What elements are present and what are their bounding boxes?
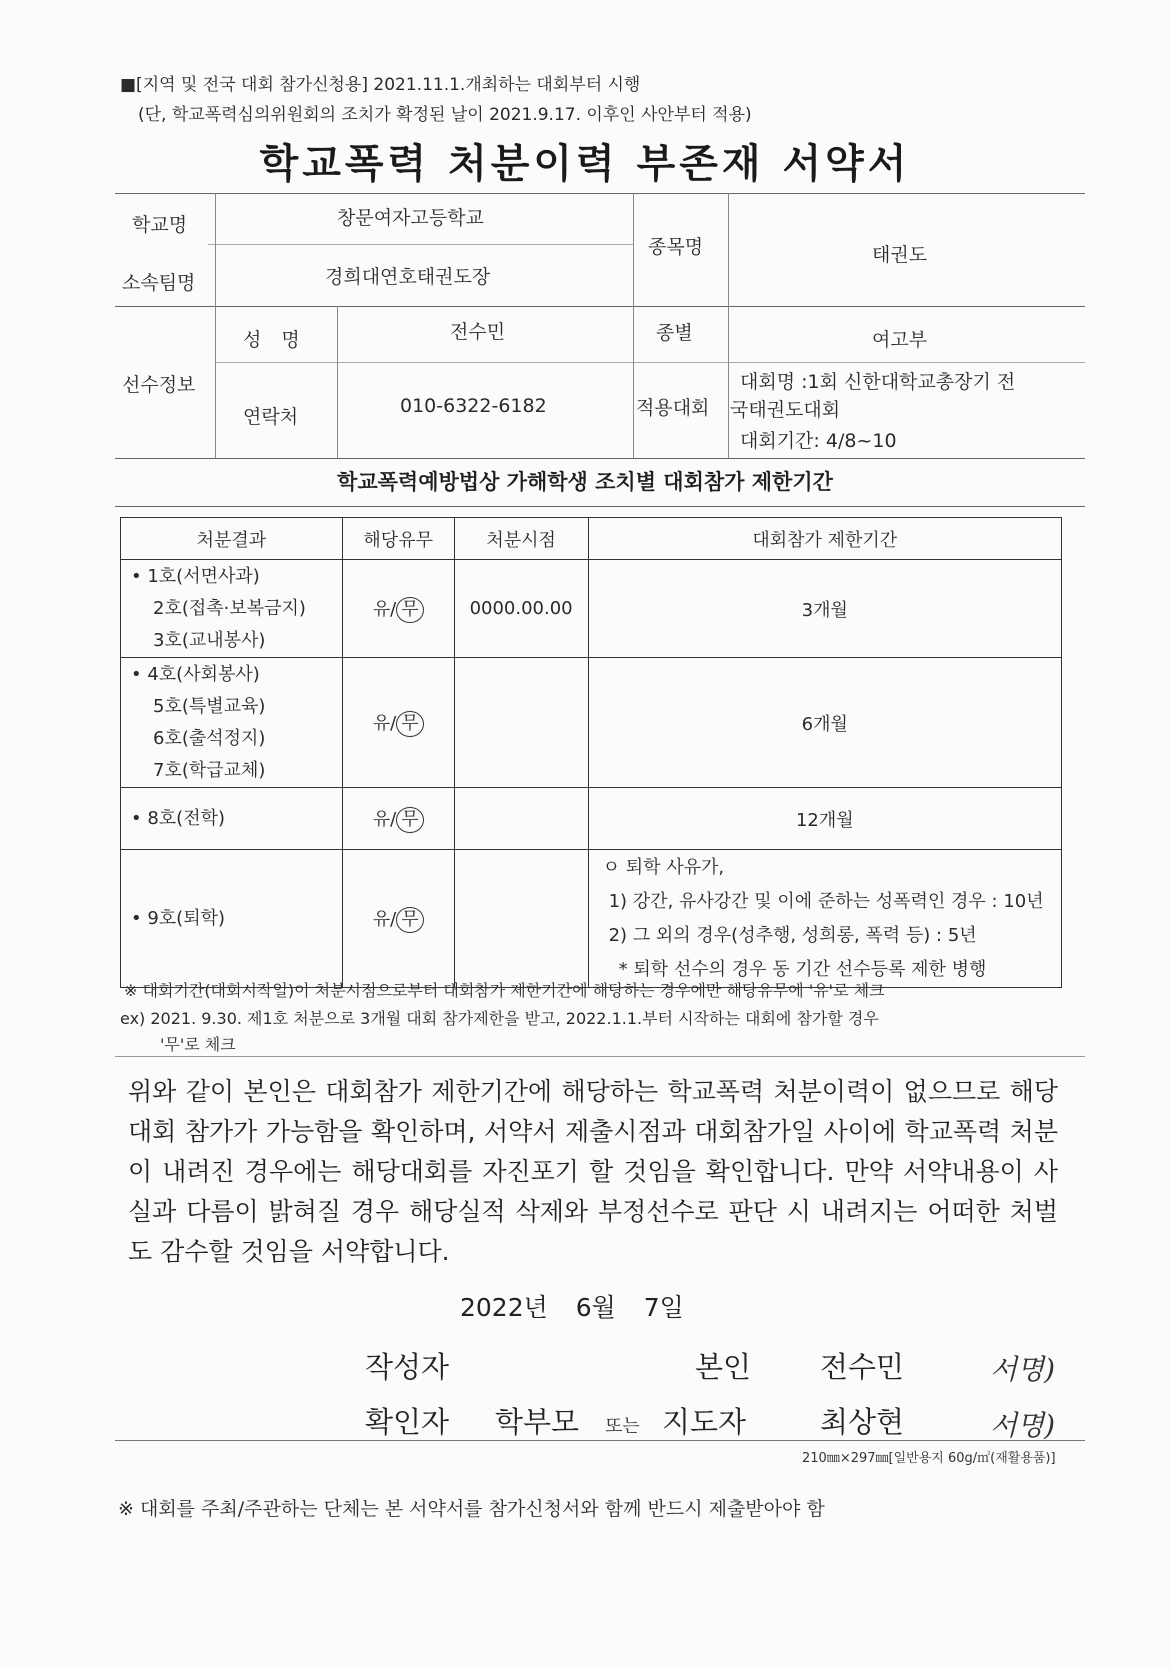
check-yes: 유/ [372, 908, 397, 930]
table-row [121, 658, 1062, 788]
result-item: • 9호(퇴학) [131, 907, 225, 929]
check-no-circled: 무 [396, 807, 423, 833]
notice-line-2: (단, 학교폭력심의위원회의 조치가 확정된 날이 2021.9.17. 이후인 사안부터 적용) [138, 105, 752, 125]
time-cell [454, 788, 588, 850]
result-cell [121, 788, 343, 850]
applied-line-2: 국태권도대회 [730, 399, 841, 421]
result-cell [121, 560, 343, 658]
info-inner-line [208, 244, 633, 245]
writer-role: 본인 [695, 1350, 752, 1384]
pledge-text: 위와 같이 본인은 대회참가 제한기간에 해당하는 학교폭력 처분이력이 없으므로 해당 대회 참가가 가능함을 확인하며, 서약서 제출시점과 대회참가일 사이에 학교폭력 처분이 내려진 경우에는 해당대회를 자진포기 할 것임을 확인합니다. 만약 서약내용이 사실과 다름이 밝혀질 경우 해당실적 삭제와 부정선수로 판단 시 내려지는 어떠한 처벌도 감수할 것임을 서약합니다. [128, 1077, 1058, 1266]
document-title: 학교폭력 처분이력 부존재 서약서 [259, 141, 911, 187]
team-value: 경희대연호태권도장 [325, 266, 491, 288]
note-1: ※ 대회기간(대회시작일)이 처분시점으로부터 대회참가 제한기간에 해당하는 경우에만 해당유무에 '유'로 체크 [124, 981, 885, 1000]
applied-line-3: 대회기간: 4/8~10 [740, 430, 897, 452]
confirm-or: 또는 [605, 1416, 640, 1437]
result-item: 6호(출석정지) [153, 727, 266, 749]
contact-label: 연락처 [243, 406, 299, 428]
info-divider [115, 306, 1085, 307]
restriction-table [120, 517, 1062, 988]
period-cell: 12개월 [588, 788, 1061, 850]
info-vline-2 [337, 306, 338, 458]
result-item: • 4호(사회봉사) [131, 663, 260, 685]
info-vline-3 [633, 193, 634, 458]
check-yes: 유/ [372, 808, 397, 830]
result-item: • 1호(서면사과) [131, 565, 260, 587]
result-item: 7호(학급교체) [153, 759, 266, 781]
name-value: 전수민 [450, 321, 506, 343]
check-cell [342, 850, 454, 988]
subtitle-underline [115, 506, 1085, 507]
period-cell: 3개월 [588, 560, 1061, 658]
result-item: • 8호(전학) [131, 807, 225, 829]
gender-value: 여고부 [872, 329, 928, 351]
writer-name: 전수민 [820, 1350, 905, 1384]
expulsion-line: * 퇴학 선수의 경우 동 기간 선수등록 제한 병행 [618, 958, 987, 980]
check-no-circled: 무 [396, 597, 423, 623]
gender-label: 종별 [656, 322, 693, 344]
school-label: 학교명 [132, 214, 188, 236]
notice-line-1: ■[지역 및 전국 대회 참가신청용] 2021.11.1.개최하는 대회부터 시행 [120, 75, 641, 95]
check-cell [342, 658, 454, 788]
info-inner-line-2 [215, 362, 1085, 363]
school-value: 창문여자고등학교 [337, 207, 484, 229]
signature-divider [115, 1440, 1085, 1441]
writer-signature: 서명) [990, 1353, 1056, 1386]
table-header-row [121, 518, 1062, 560]
check-no-circled: 무 [396, 711, 423, 737]
footer-notice: ※ 대회를 주최/주관하는 단체는 본 서약서를 참가신청서와 함께 반드시 제출받아야 함 [118, 1498, 825, 1520]
table-row [121, 850, 1062, 988]
event-label: 종목명 [648, 236, 704, 258]
expulsion-line: 1) 강간, 유사강간 및 이에 준하는 성폭력인 경우 : 10년 [608, 890, 1044, 912]
writer-label: 작성자 [365, 1350, 450, 1384]
paper-spec: 210㎜×297㎜[일반용지 60g/㎡(재활용품)] [802, 1451, 1056, 1466]
confirm-role-parent: 학부모 [495, 1405, 580, 1439]
time-cell [454, 658, 588, 788]
time-cell [454, 850, 588, 988]
applied-line-1: 대회명 :1회 신한대학교총장기 전 [740, 371, 1016, 393]
info-bottom-border [115, 458, 1085, 459]
applied-label: 적용대회 [636, 397, 710, 419]
period-cell: 6개월 [588, 658, 1061, 788]
name-label: 성 명 [243, 329, 300, 351]
note-3: '무'로 체크 [160, 1035, 236, 1054]
result-item: 5호(특별교육) [153, 695, 266, 717]
info-top-border [115, 193, 1085, 194]
info-vline-1 [215, 193, 216, 458]
check-cell [342, 788, 454, 850]
check-yes: 유/ [372, 712, 397, 734]
check-no-circled: 무 [396, 907, 423, 933]
header-result: 처분결과 [121, 518, 343, 560]
result-cell [121, 658, 343, 788]
confirm-role-coach: 지도자 [662, 1405, 747, 1439]
expulsion-period-cell [588, 850, 1061, 988]
table-row [121, 560, 1062, 658]
result-item: 3호(교내봉사) [153, 629, 266, 651]
expulsion-line: 2) 그 외의 경우(성추행, 성희롱, 폭력 등) : 5년 [608, 924, 977, 946]
contact-value: 010-6322-6182 [400, 395, 547, 417]
confirm-signature: 서명) [990, 1409, 1056, 1442]
header-period: 대회참가 제한기간 [588, 518, 1061, 560]
restriction-subtitle: 학교폭력예방법상 가해학생 조치별 대회참가 제한기간 [337, 470, 833, 494]
event-value: 태권도 [872, 244, 928, 266]
info-vline-4 [728, 193, 729, 458]
header-time: 처분시점 [454, 518, 588, 560]
expulsion-line: ㅇ 퇴학 사유가, [602, 856, 725, 878]
result-cell [121, 850, 343, 988]
time-cell: 0000.00.00 [454, 560, 588, 658]
team-label: 소속팀명 [122, 272, 196, 294]
confirm-label: 확인자 [365, 1405, 450, 1439]
notes-divider [115, 1056, 1085, 1057]
check-yes: 유/ [372, 598, 397, 620]
table-row [121, 788, 1062, 850]
header-check: 해당유무 [342, 518, 454, 560]
result-item: 2호(접촉·보복금지) [153, 597, 306, 619]
check-cell [342, 560, 454, 658]
note-2: ex) 2021. 9.30. 제1호 처분으로 3개월 대회 참가제한을 받고, 2022.1.1.부터 시작하는 대회에 참가할 경우 [120, 1009, 879, 1028]
pledge-date: 2022년 6월 7일 [460, 1293, 684, 1322]
player-info-label: 선수정보 [122, 374, 196, 396]
confirm-name: 최상현 [820, 1405, 905, 1439]
